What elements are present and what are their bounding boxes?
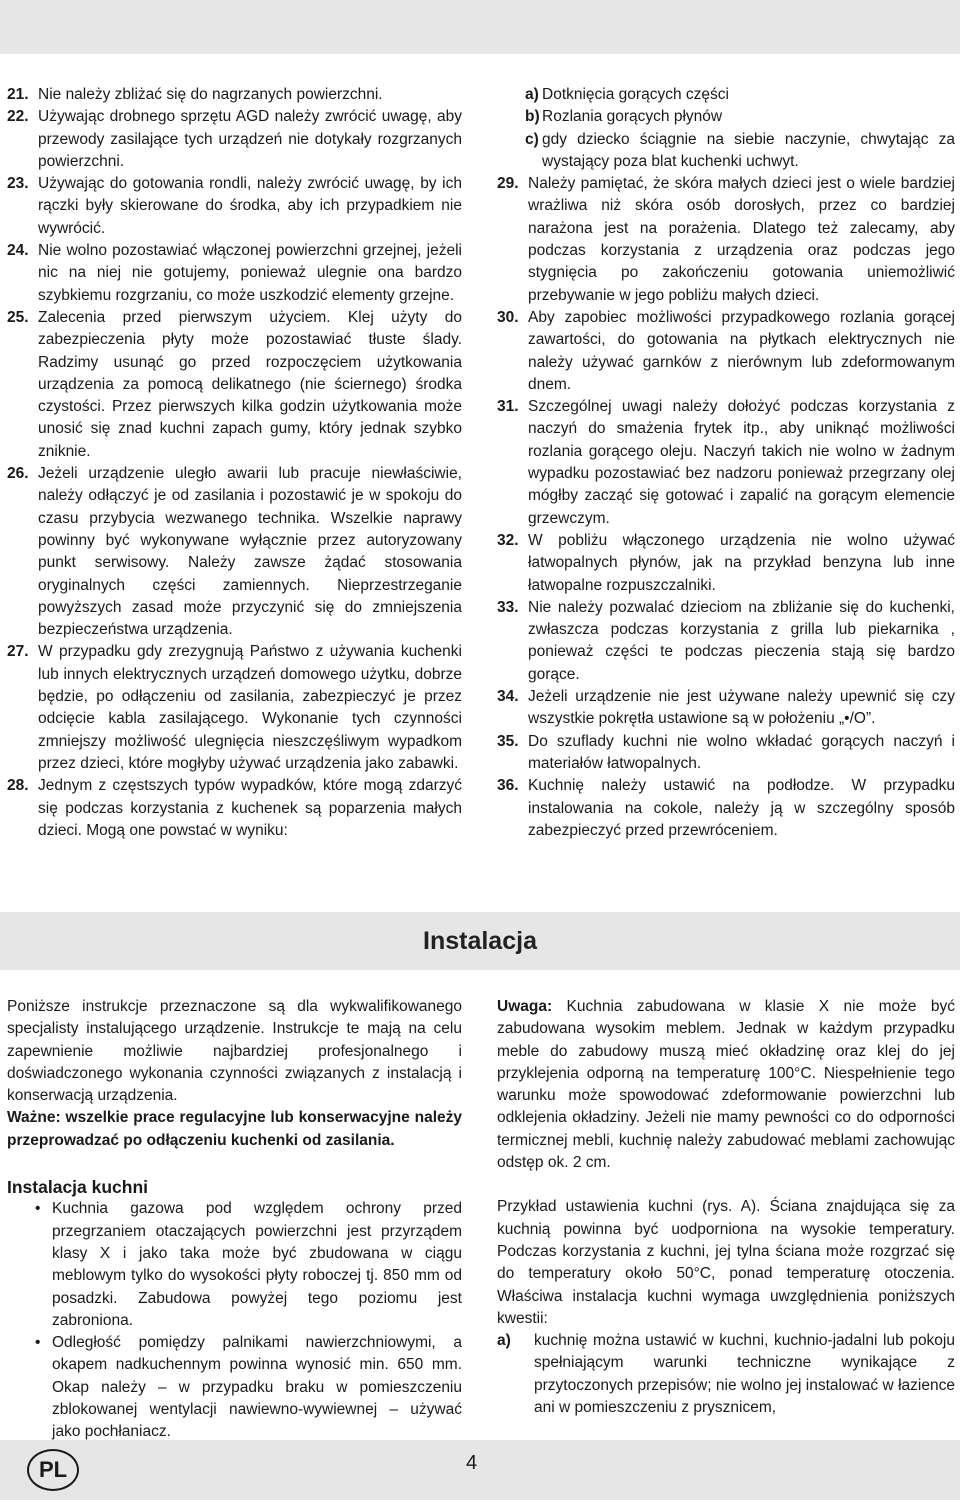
intro-paragraph: Poniższe instrukcje przeznaczone są dla wykwalifikowanego specjalisty instalującego urządzenie. Instrukcje te mają na celu zapewnienie możliwie najbardziej profesjonalnego i doświadczonego wykonania czynności związanych z instalacją i konserwacją urządzenia. [7,998,462,1105]
language-badge: PL [27,1449,79,1491]
bullet-item: • Kuchnia gazowa pod względem ochrony przed przegrzaniem otaczających powierzchni jest przyrządem klasy X i jako taka może być zbudowana w ciągu meblowym tylko do wysokości płyty roboczej tj. 850 mm od posadzki. Zabudowa powyżej tego poziomu jest zabroniona. [35,1200,462,1329]
footer [0,1440,960,1500]
list-item: 24. Nie wolno pozostawiać włączonej powierzchni grzejnej, jeżeli nic na niej nie gotujemy, ponieważ ulegnie ona bardzo szybkiemu rozgrzaniu, co może uszkodzić elementy grzejne. [7,242,462,304]
bullet-item: • Odległość pomiędzy palnikami nawierzchniowymi, a okapem nadkuchennym powinna wynosić min. 650 mm. Okap należy – w przypadku braku w pomieszczeniu zblokowanej wentylacji nawiewno-wywiewnej – używać jako pochłaniacz. [35,1334,462,1441]
list-item: 32. W pobliżu włączonego urządzenia nie wolno używać łatwopalnych płynów, jak na przykład benzyna lub inne łatwopalne rozpuszczalniki. [497,531,955,594]
list-item: 25. Zalecenia przed pierwszym użyciem. Klej użyty do zabezpieczenia płyty może pozostawiać tłuste ślady. Radzimy usunąć go przed rozpoczęciem użytkowania urządzenia za pomocą delikatnego (nie ściernego) środka czystości. Przez pierwszych kilka godzin użytkowania może unosić się znad kuchni zapach gumy, który jednak szybko zniknie. [7,308,462,460]
list-item: 26. Jeżeli urządzenie uległo awarii lub pracuje niewłaściwie, należy odłączyć je od zasilania i pozostawić je w spokoju do czasu przybycia wezwanego technika. Wszelkie naprawy powinny być wykonywane wyłącznie przez autoryzowany punkt serwisowy. Należy zawsze żądać stosowania oryginalnych części zamiennych. Nieprzestrzeganie powyższych zasad może przyczynić się do zmniejszenia bezpieczeństwa urządzenia. [7,465,462,639]
list-item: 23. Używając do gotowania rondli, należy zwrócić uwagę, by ich rączki były skierowane do środka, aby ich przypadkiem nie wywrócić. [7,175,462,237]
example-paragraph: Przykład ustawienia kuchni (rys. A). Ściana znajdująca się za kuchnią powinna być uodporniona na wysokie temperatury. Podczas korzystania z kuchni, jej tylna ściana może rozgrzać się do temperatury około 50°C, ponad temperaturę otoczenia. Właściwa instalacja kuchni wymaga uwzględnienia poniższych kwestii: [497,1198,955,1327]
install-left-column [7,996,462,1444]
section-title: Instalacja [423,926,537,955]
right-column [497,84,955,842]
uwaga-label: Uwaga: [497,998,553,1015]
list-item: 31. Szczególnej uwagi należy dołożyć podczas korzystania z naczyń do smażenia frytek itp., aby uniknąć możliwości rozlania gorącego oleju. Naczyń takich nie wolno w żadnym wypadku pozostawiać bez nadzoru ponieważ przegrzany olej mógłby zacząć się gotować i zapalić na gorącym elemencie grzewczym. [497,398,955,527]
list-item: 33. Nie należy pozwalać dzieciom na zbliżanie się do kuchenki, zwłaszcza podczas korzystania z grilla lub piekarnika , ponieważ części te podczas pieczenia stają się bardzo gorące. [497,598,955,683]
list-item: 28. Jednym z częstszych typów wypadków, które mogą zdarzyć się podczas korzystania z kuchenek są poparzenia małych dzieci. Mogą one powstać w wyniku: [7,777,462,839]
list-item: 27. W przypadku gdy zrezygnują Państwo z używania kuchenki lub innych elektrycznych urządzeń domowego użytku, dobrze będzie, po odłączeniu od zasilania, zabezpieczyć je przez odcięcie kabla zasilającego. Wykonanie tych czynności zmniejszy możliwość ulegnięcia nieszczęśliwym wypadkom przez dzieci, które mogłyby używać urządzenia jako zabawki. [7,643,462,772]
sub-item: c) gdy dziecko ściągnie na siebie naczynie, chwytając za wystający poza blat kuchenki uchwyt. [525,130,955,170]
section-header-band [0,912,960,970]
install-right-column [497,996,955,1419]
list-item: 35. Do szuflady kuchni nie wolno wkładać gorących naczyń i materiałów łatwopalnych. [497,732,955,772]
sub-item: a) kuchnię można ustawić w kuchni, kuchnio-jadalni lub pokoju spełniającym warunki techniczne wynikające z przytoczonych przepisów; nie wolno jej instalować w łazience ani w pomieszczeniu z prysznicem, [497,1332,955,1417]
warning-paragraph: Ważne: wszelkie prace regulacyjne lub konserwacyjne należy przeprowadzać po odłączeniu kuchenki od zasilania. [7,1109,462,1149]
list-item: 22. Używając drobnego sprzętu AGD należy zwrócić uwagę, aby przewody zasilające tych urządzeń nie dotykały rozgrzanych powierzchni. [7,108,462,170]
list-item: 34. Jeżeli urządzenie nie jest używane należy upewnić się czy wszystkie pokrętła ustawione są w położeniu „•/O”. [497,688,955,728]
bullet-icon: • [35,1200,41,1218]
list-item: 30. Aby zapobiec możliwości przypadkowego rozlania gorącej zawartości, do gotowania na płytkach elektrycznych nie należy używać garnków z nierównym lub zdeformowanym dnem. [497,308,955,393]
list-item: 29. Należy pamiętać, że skóra małych dzieci jest o wiele bardziej wrażliwa niż skóra osób dorosłych, przez co bardziej narażona jest na porażenia. Dlatego też zalecamy, aby podczas korzystania z urządzenia oraz podczas jego stygnięcia po zakończeniu gotowania uniemożliwić przebywanie w jego pobliżu małych dzieci. [497,175,955,304]
subheading: Instalacja kuchni [7,1177,149,1198]
uwaga-paragraph: Uwaga: Kuchnia zabudowana w klasie X nie może być zabudowana wysokim meblem. Jednak w każdym przypadku meble do zabudowy muszą mieć okładzinę oraz klej do jej przyklejenia odporną na temperaturę 100°C. Niespełnienie tego warunku może spowodować zdeformowanie powierzchni lub odklejenia okładziny. Jeżeli nie mamy pewności co do odporności termicznej mebli, kuchnię należy zabudować meblami zachowując odstęp ok. 2 cm. [497,998,955,1172]
left-column [7,84,462,842]
list-item: 36. Kuchnię należy ustawić na podłodze. W przypadku instalowania na cokole, należy ją w szczególny sposób zabezpieczyć przed przewróceniem. [497,777,955,839]
bullet-icon: • [35,1334,41,1352]
sub-item: b) Rozlania gorących płynów [525,108,723,126]
list-item: 21. Nie należy zbliżać się do nagrzanych powierzchni. [7,86,383,103]
page-number: 4 [466,1452,478,1474]
sub-item: a) Dotknięcia gorących części [525,86,729,103]
top-band [0,0,960,54]
